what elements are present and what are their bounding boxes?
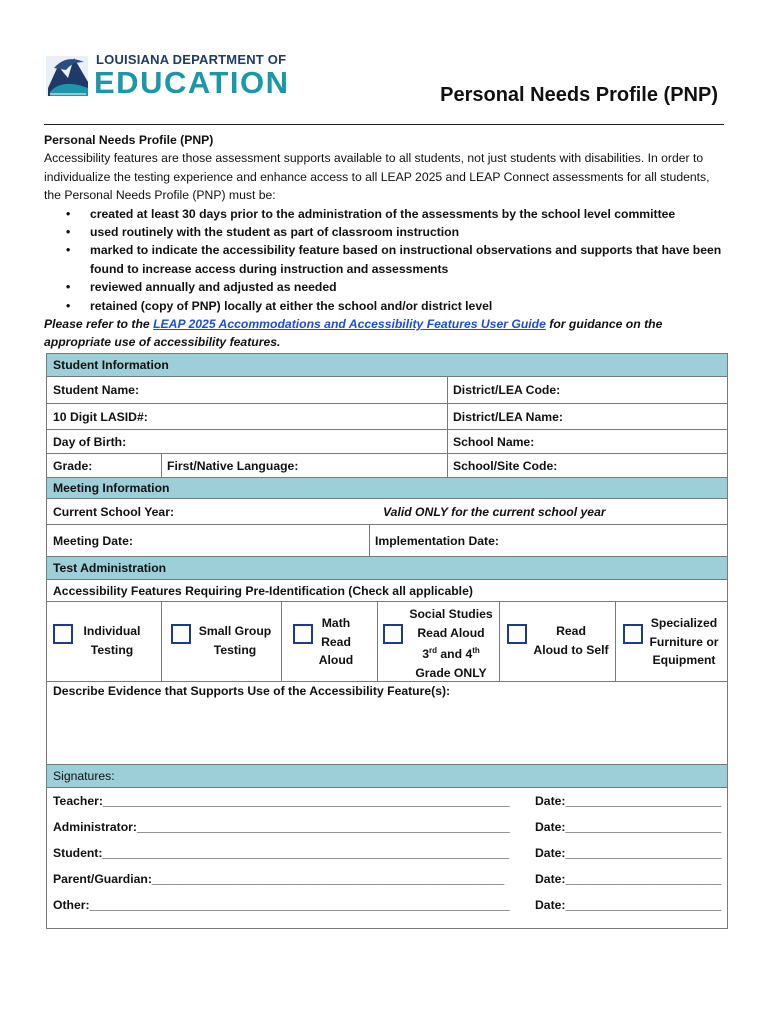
feature-read-aloud-to-self[interactable]: Read Aloud to Self: [499, 602, 615, 681]
feature-math-read-aloud[interactable]: Math Read Aloud: [281, 602, 377, 681]
meeting-row-2: [47, 525, 727, 557]
pelican-logo-icon: [44, 48, 92, 100]
org-name-line2: EDUCATION: [94, 65, 290, 100]
feature-individual-testing[interactable]: Individual Testing: [47, 602, 161, 681]
teacher-signature-line[interactable]: Teacher:____________________________________________________________: [53, 794, 510, 808]
other-signature-line[interactable]: Other:______________________________________________________________: [53, 898, 510, 912]
grade-field[interactable]: Grade:: [53, 458, 93, 473]
user-guide-link[interactable]: LEAP 2025 Accommodations and Accessibility Features User Guide: [153, 317, 546, 332]
refer-suffix: for guidance on the appropriate use of accessibility features.: [44, 317, 663, 350]
org-name-line1: LOUISIANA DEPARTMENT OF: [96, 52, 287, 67]
school-name-field[interactable]: School Name:: [453, 434, 535, 449]
implementation-date-field[interactable]: Implementation Date:: [375, 533, 499, 548]
lasid-field[interactable]: 10 Digit LASID#:: [53, 409, 148, 424]
checkbox-specialized-furniture[interactable]: [623, 624, 643, 644]
signatures-header: Signatures:: [47, 765, 727, 788]
student-row-3: [47, 430, 727, 454]
student-info-header: Student Information: [47, 354, 727, 377]
student-name-field[interactable]: Student Name:: [53, 383, 139, 397]
administrator-date-line[interactable]: Date:_______________________: [535, 820, 722, 834]
meeting-info-header: Meeting Information: [47, 478, 727, 499]
student-row-4: [47, 454, 727, 478]
parent-date-line[interactable]: Date:_______________________: [535, 872, 722, 886]
lea-name-field[interactable]: District/LEA Name:: [453, 409, 563, 424]
checkbox-read-aloud-to-self[interactable]: [507, 624, 527, 644]
checkbox-small-group-testing[interactable]: [171, 624, 191, 644]
signature-row-parent: [47, 866, 727, 892]
feature-social-studies-read-aloud[interactable]: Social Studies Read Aloud 3rd and 4th Grade ONLY: [377, 602, 499, 681]
list-item: • created at least 30 days prior to the administration of the assessments by the school level committee: [66, 205, 728, 223]
parent-signature-line[interactable]: Parent/Guardian:____________________________________________________: [53, 872, 505, 886]
meeting-date-field[interactable]: Meeting Date:: [53, 533, 133, 548]
requirements-list: [66, 205, 728, 315]
other-date-line[interactable]: Date:_______________________: [535, 898, 722, 912]
student-row-2: [47, 404, 727, 430]
intro-paragraph: Accessibility features are those assessment supports available to all students, not just students with disabilities. In order to individualize the testing experience and enhance access to all LEAP 2025 and LEAP Connect assessments for all students, the Personal Needs Profile (PNP) must be:: [44, 151, 710, 203]
school-year-field[interactable]: Current School Year:: [53, 504, 175, 519]
feature-specialized-furniture[interactable]: Specialized Furniture or Equipment: [615, 602, 727, 681]
evidence-box[interactable]: [47, 682, 727, 765]
list-item: • used routinely with the student as part of classroom instruction: [66, 223, 728, 241]
administrator-signature-line[interactable]: Administrator:_______________________________________________________: [53, 820, 510, 834]
signature-row-other: [47, 892, 727, 918]
pnp-form: [46, 353, 728, 929]
test-admin-header: Test Administration: [47, 557, 727, 580]
guide-reference: [44, 315, 728, 352]
signature-row-student: [47, 840, 727, 866]
signature-row-administrator: [47, 814, 727, 840]
signature-row-teacher: [47, 788, 727, 814]
features-row: [47, 602, 727, 682]
site-code-field[interactable]: School/Site Code:: [453, 458, 558, 473]
features-header: Accessibility Features Requiring Pre-Identification (Check all applicable): [53, 583, 473, 598]
meeting-row-1: [47, 499, 727, 525]
title-divider: [44, 124, 724, 125]
list-item: • reviewed annually and adjusted as needed: [66, 278, 728, 296]
features-header-row: [47, 580, 727, 602]
teacher-date-line[interactable]: Date:_______________________: [535, 794, 722, 808]
list-item: • marked to indicate the accessibility feature based on instructional observations and supports that have been found to increase access during instruction and assessments: [66, 241, 728, 278]
student-date-line[interactable]: Date:_______________________: [535, 846, 722, 860]
feature-small-group-testing[interactable]: Small Group Testing: [161, 602, 281, 681]
student-row-1: [47, 377, 727, 404]
louisiana-doe-logo: [44, 48, 290, 104]
lea-code-field[interactable]: District/LEA Code:: [453, 383, 561, 397]
checkbox-social-studies-read-aloud[interactable]: [383, 624, 403, 644]
checkbox-individual-testing[interactable]: [53, 624, 73, 644]
native-language-field[interactable]: First/Native Language:: [167, 458, 299, 473]
refer-prefix: Please refer to the: [44, 317, 154, 332]
student-signature-line[interactable]: Student:____________________________________________________________: [53, 846, 510, 860]
checkbox-math-read-aloud[interactable]: [293, 624, 313, 644]
list-item: • retained (copy of PNP) locally at either the school and/or district level: [66, 297, 728, 315]
intro-heading: Personal Needs Profile (PNP): [44, 133, 214, 147]
page-title: Personal Needs Profile (PNP): [440, 84, 718, 106]
dob-field[interactable]: Day of Birth:: [53, 434, 127, 449]
intro-section: [44, 131, 728, 352]
valid-note: Valid ONLY for the current school year: [383, 504, 606, 519]
evidence-label: Describe Evidence that Supports Use of the Accessibility Feature(s):: [53, 684, 451, 698]
